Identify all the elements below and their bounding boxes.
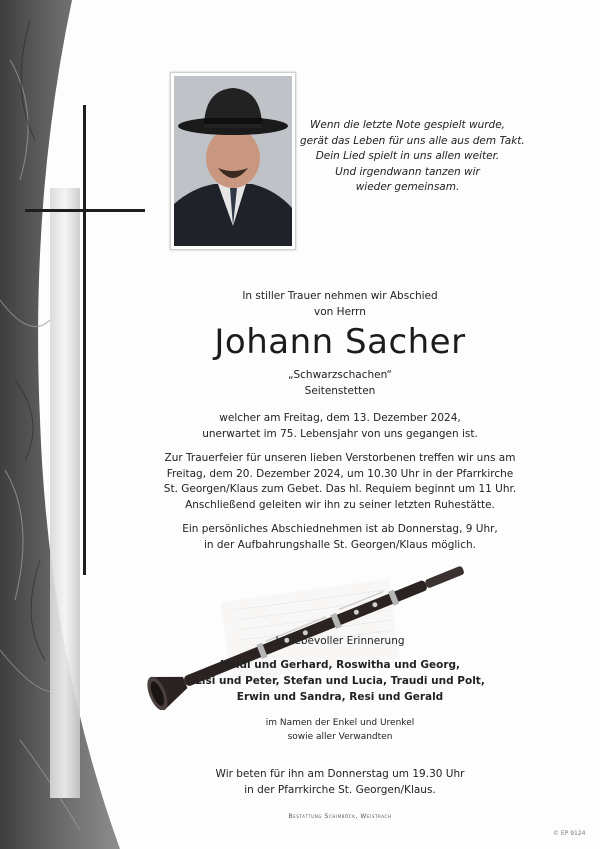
deceased-name: Johann Sacher — [214, 322, 466, 362]
intro-line: In stiller Trauer nehmen wir Abschied — [242, 290, 438, 302]
nickname: „Schwarzschachen“ — [288, 369, 392, 381]
ceremony-line: Freitag, dem 20. Dezember 2024, um 10.30 Uhr in der Pfarrkirche — [166, 467, 514, 480]
intro-line: von Herrn — [314, 305, 366, 318]
memory-heading: In liebevoller Erinnerung — [275, 635, 405, 647]
intro — [170, 289, 510, 320]
family-list — [150, 657, 530, 705]
prayer — [170, 767, 510, 798]
origin — [170, 368, 510, 399]
undertaker: Bestattung Schimböck, Weistrach — [288, 813, 392, 820]
relatives-line: sowie aller Verwandten — [287, 732, 393, 742]
prayer-line: Wir beten für ihn am Donnerstag um 19.30 Uhr — [215, 768, 465, 780]
ceremony-line: Zur Trauerfeier für unseren lieben Verstorbenen treffen wir uns am — [164, 452, 516, 464]
family-line: Lisi und Peter, Stefan und Lucia, Traudi und Polt, — [195, 675, 485, 687]
print-code: © EP 9124 — [553, 830, 586, 837]
family-line: Erwin und Sandra, Resi und Gerald — [236, 691, 444, 703]
farewell-line: Ein persönliches Abschiednehmen ist ab Donnerstag, 9 Uhr, — [182, 523, 498, 535]
death-line: unerwartet im 75. Lebensjahr von uns gegangen ist. — [202, 427, 478, 440]
death-line: welcher am Freitag, dem 13. Dezember 2024, — [219, 412, 461, 424]
farewell — [140, 522, 540, 553]
relatives-line: im Namen der Enkel und Urenkel — [265, 718, 415, 728]
portrait-photo — [170, 72, 296, 250]
death-notice — [170, 411, 510, 442]
family-line: Heidi und Gerhard, Roswitha und Georg, — [219, 659, 461, 671]
farewell-line: in der Aufbahrungshalle St. Georgen/Klaus möglich. — [203, 538, 476, 551]
poem-line: Wenn die letzte Note gespielt wurde, — [309, 119, 505, 131]
poem — [300, 118, 525, 196]
poem-line: gerät das Leben für uns alle aus dem Takt. — [300, 134, 525, 147]
place: Seitenstetten — [304, 384, 376, 397]
relatives — [170, 716, 510, 744]
prayer-line: in der Pfarrkirche St. Georgen/Klaus. — [244, 783, 436, 796]
cross-vertical — [83, 105, 86, 575]
poem-line: Dein Lied spielt in uns allen weiter. — [315, 150, 500, 162]
ceremony-line: Anschließend geleiten wir ihn zu seiner letzten Ruhestätte. — [185, 498, 495, 511]
ceremony — [140, 451, 540, 513]
poem-line: wieder gemeinsam. — [355, 181, 460, 193]
cross-horizontal — [25, 209, 145, 212]
poem-line: Und irgendwann tanzen wir — [335, 165, 480, 178]
ceremony-line: St. Georgen/Klaus zum Gebet. Das hl. Requiem beginnt um 11 Uhr. — [163, 483, 517, 495]
